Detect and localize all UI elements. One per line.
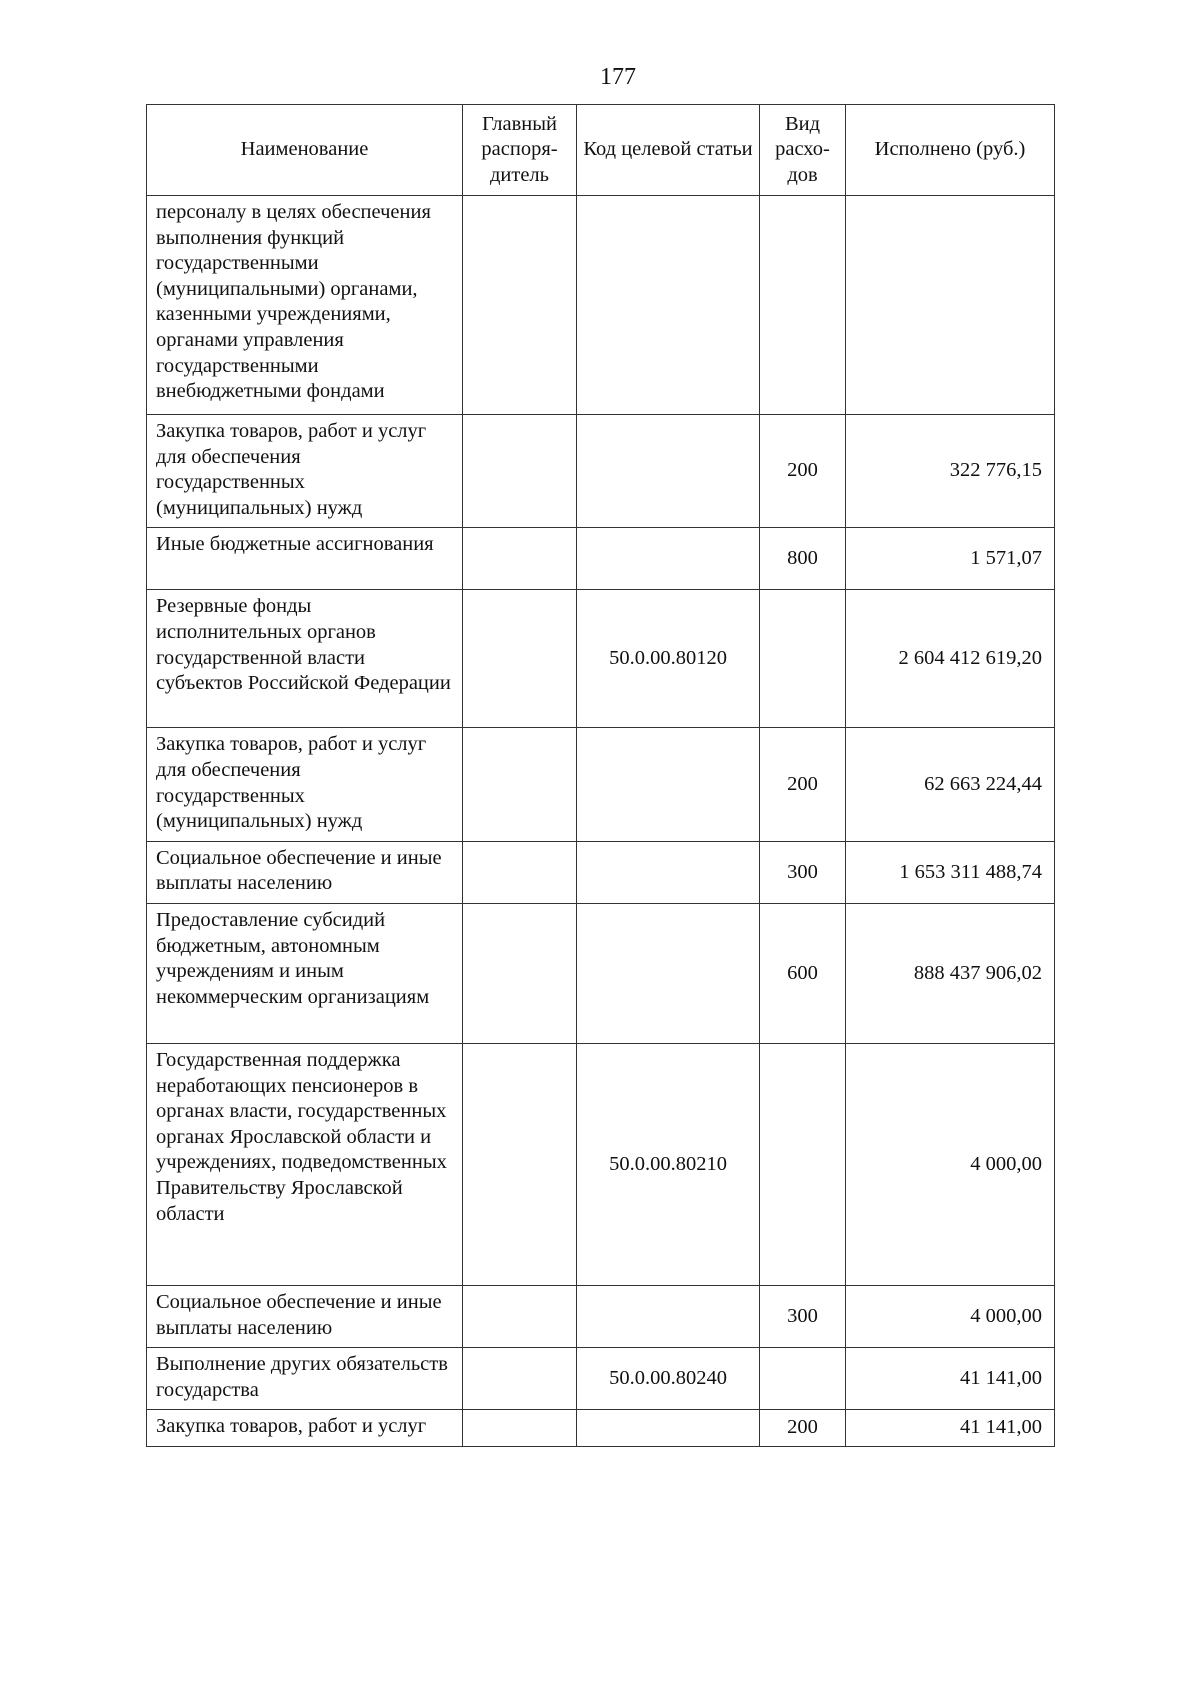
table-row: [147, 1410, 1055, 1447]
row-expense-type: 200: [760, 415, 846, 528]
row-chief-administrator: [463, 590, 577, 728]
row-name: Выполнение других обязательств государства: [147, 1348, 463, 1410]
table-row: [147, 1348, 1055, 1410]
row-name: персоналу в целях обеспечения выполнения функций государственными (муниципальными) органами, казенными учреждениями, органами управления государственными внебюджетными фондами: [147, 196, 463, 415]
row-amount: 1 571,07: [846, 528, 1055, 590]
row-expense-type: 300: [760, 841, 846, 903]
row-chief-administrator: [463, 415, 577, 528]
row-expense-type: 200: [760, 1410, 846, 1447]
row-chief-administrator: [463, 196, 577, 415]
table-row: [147, 841, 1055, 903]
expenditure-table: [146, 104, 1055, 1447]
row-amount: 41 141,00: [846, 1410, 1055, 1447]
row-target-code: 50.0.00.80240: [577, 1348, 760, 1410]
row-chief-administrator: [463, 728, 577, 841]
row-expense-type: 200: [760, 728, 846, 841]
page-number: 177: [600, 64, 636, 90]
row-target-code: [577, 1285, 760, 1347]
row-chief-administrator: [463, 1043, 577, 1285]
header-row: [147, 105, 1055, 196]
row-amount: 62 663 224,44: [846, 728, 1055, 841]
table-row: [147, 1043, 1055, 1285]
row-chief-administrator: [463, 1348, 577, 1410]
row-name: Социальное обеспечение и иные выплаты населению: [147, 1285, 463, 1347]
row-name: Предоставление субсидий бюджетным, автономным учреждениям и иным некоммерческим организациям: [147, 903, 463, 1043]
row-expense-type: 600: [760, 903, 846, 1043]
row-chief-administrator: [463, 903, 577, 1043]
row-chief-administrator: [463, 1285, 577, 1347]
table-row: [147, 903, 1055, 1043]
row-name: Закупка товаров, работ и услуг для обеспечения государственных (муниципальных) нужд: [147, 728, 463, 841]
row-expense-type: [760, 590, 846, 728]
table-row: [147, 590, 1055, 728]
row-name: Резервные фонды исполнительных органов государственной власти субъектов Российской Федерации: [147, 590, 463, 728]
header-target-code: Код целевой статьи: [577, 105, 760, 196]
header-executed: Исполнено (руб.): [846, 105, 1055, 196]
row-expense-type: [760, 196, 846, 415]
row-amount: 322 776,15: [846, 415, 1055, 528]
row-chief-administrator: [463, 841, 577, 903]
table-row: [147, 728, 1055, 841]
table-row: [147, 1285, 1055, 1347]
row-name: Закупка товаров, работ и услуг: [147, 1410, 463, 1447]
table-row: [147, 196, 1055, 415]
row-amount: 4 000,00: [846, 1043, 1055, 1285]
row-expense-type: 300: [760, 1285, 846, 1347]
row-target-code: [577, 728, 760, 841]
row-target-code: 50.0.00.80210: [577, 1043, 760, 1285]
row-amount: 41 141,00: [846, 1348, 1055, 1410]
row-target-code: [577, 841, 760, 903]
header-name: Наименование: [147, 105, 463, 196]
row-expense-type: [760, 1043, 846, 1285]
row-name: Иные бюджетные ассигнования: [147, 528, 463, 590]
row-name: Социальное обеспечение и иные выплаты населению: [147, 841, 463, 903]
row-target-code: [577, 1410, 760, 1447]
row-target-code: 50.0.00.80120: [577, 590, 760, 728]
header-chief-administrator: Главный распоря-дитель: [463, 105, 577, 196]
table-row: [147, 528, 1055, 590]
row-target-code: [577, 415, 760, 528]
row-name: Государственная поддержка неработающих пенсионеров в органах власти, государственных органах Ярославской области и учреждениях, подведомственных Правительству Ярославской области: [147, 1043, 463, 1285]
table-row: [147, 415, 1055, 528]
row-amount: 888 437 906,02: [846, 903, 1055, 1043]
row-amount: [846, 196, 1055, 415]
row-chief-administrator: [463, 528, 577, 590]
row-amount: 4 000,00: [846, 1285, 1055, 1347]
row-expense-type: 800: [760, 528, 846, 590]
row-target-code: [577, 528, 760, 590]
row-amount: 2 604 412 619,20: [846, 590, 1055, 728]
row-target-code: [577, 903, 760, 1043]
row-target-code: [577, 196, 760, 415]
row-amount: 1 653 311 488,74: [846, 841, 1055, 903]
row-chief-administrator: [463, 1410, 577, 1447]
header-expense-type: Вид расхо-дов: [760, 105, 846, 196]
row-expense-type: [760, 1348, 846, 1410]
row-name: Закупка товаров, работ и услуг для обеспечения государственных (муниципальных) нужд: [147, 415, 463, 528]
